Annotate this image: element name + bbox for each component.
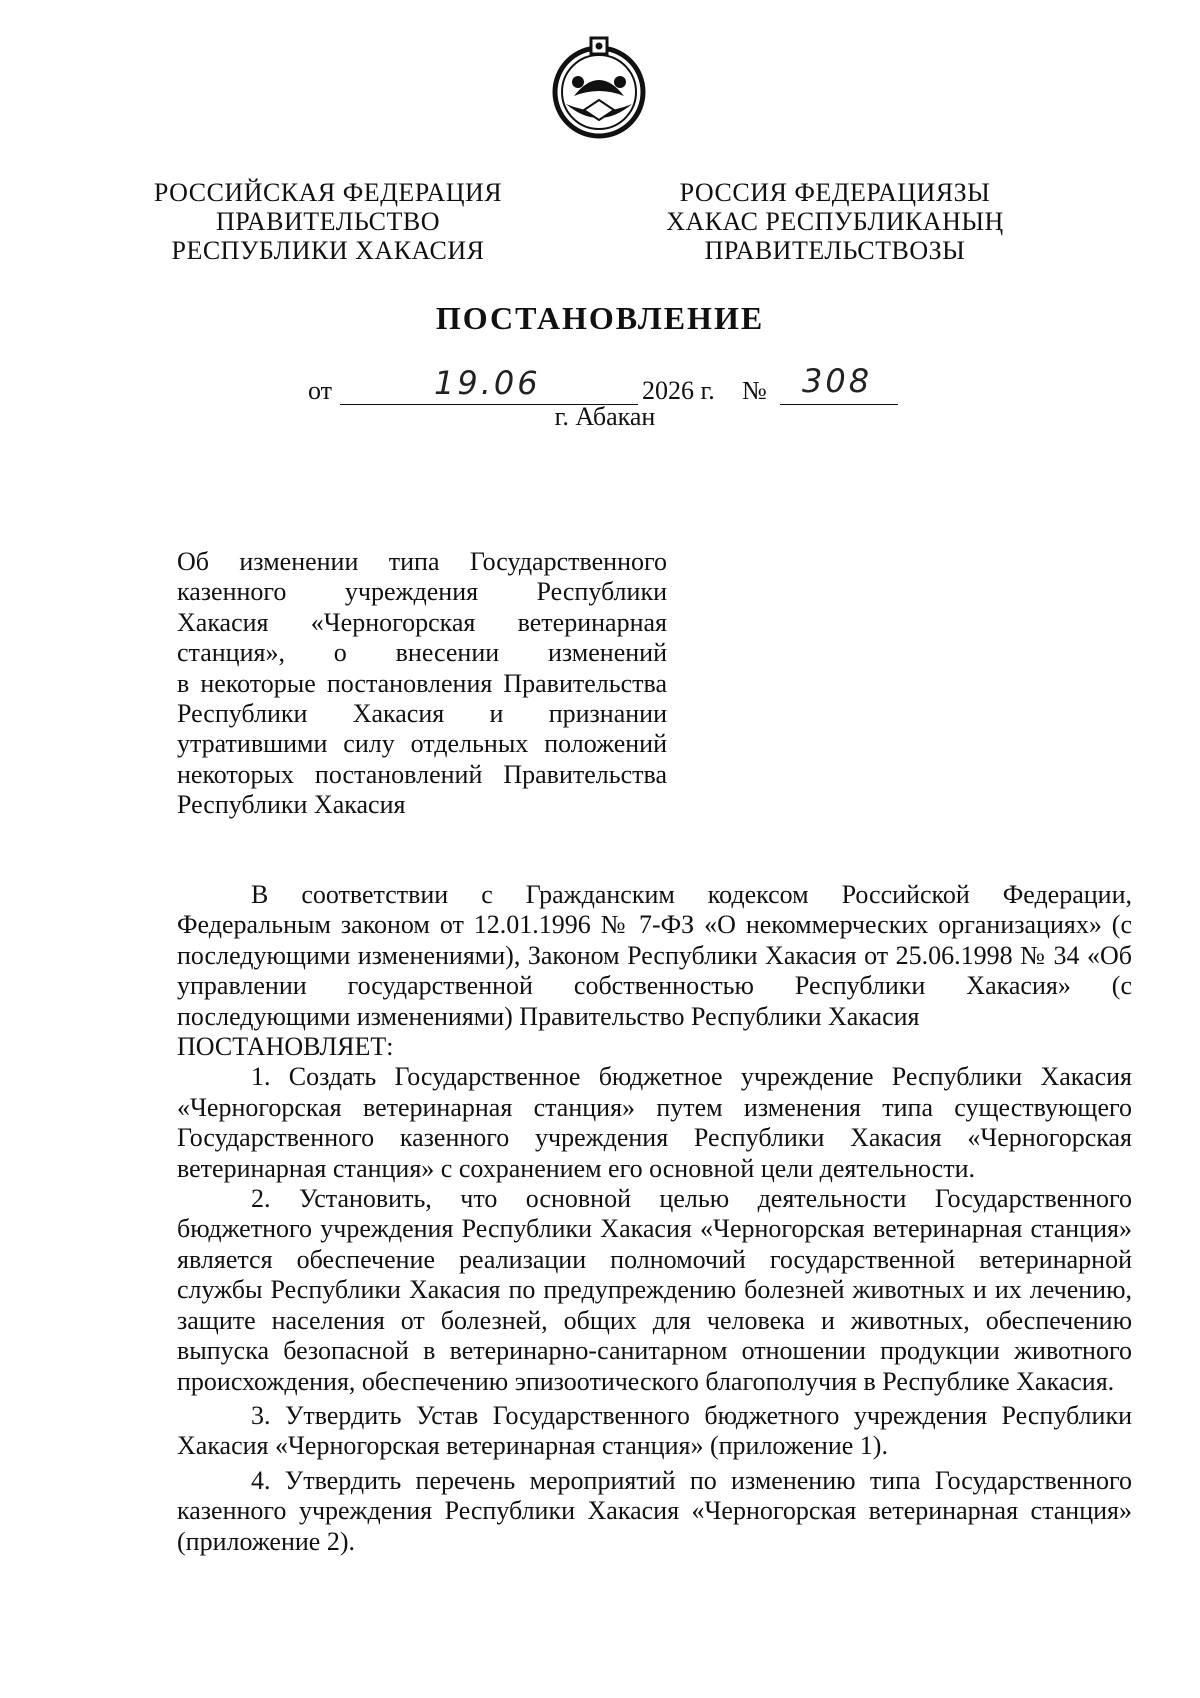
header-right-line: ПРАВИТЕЛЬСТВОЗЫ	[704, 236, 966, 265]
subject-line: в некоторые постановления Правительства	[177, 668, 667, 698]
subject-line: Республики Хакасия	[177, 790, 406, 820]
item-paragraph: 3. Утвердить Устав Государственного бюджетного учреждения Республики Хакасия «Черногорская ветеринарная станция» (приложение 1).	[177, 1400, 1132, 1461]
header-left-line: РЕСПУБЛИКИ ХАКАСИЯ	[171, 236, 485, 265]
decree-word: ПОСТАНОВЛЯЕТ:	[177, 1032, 394, 1062]
number-handwritten: 308	[802, 362, 873, 400]
header-left-block	[118, 178, 538, 265]
subject-line: станция», о внесении изменений	[177, 638, 667, 668]
subject-line: утратившими силу отдельных положений	[177, 729, 667, 759]
subject-line: некоторых постановлений Правительства	[177, 759, 667, 789]
document-body	[177, 880, 1132, 1557]
subject-line: Об изменении типа Государственного	[177, 547, 667, 576]
header-right-line: РОССИЯ ФЕДЕРАЦИЯЗЫ	[679, 178, 991, 207]
header-right-line: ХАКАС РЕСПУБЛИКАНЫҢ	[666, 207, 1004, 236]
number-sign: №	[742, 376, 767, 405]
date-handwritten: 19.06	[434, 364, 541, 402]
preamble-paragraph: В соответствии с Гражданским кодексом Российской Федерации, Федеральным законом от 12.01.1996 № 7-ФЗ «О некоммерческих организациях» (с последующими изменениями), Законом Республики Хакасия от 25.06.1998 № 34 «Об управлении государственной собственностью Республики Хакасия» (с последующими изменениями) Правительство Республики Хакасия	[177, 880, 1132, 1031]
date-prefix: от	[308, 376, 333, 405]
header-left-line: РОССИЙСКАЯ ФЕДЕРАЦИЯ	[153, 178, 503, 207]
subject-line: Республики Хакасия и признании	[177, 699, 667, 729]
item-paragraph: 1. Создать Государственное бюджетное учреждение Республики Хакасия «Черногорская ветеринарная станция» путем изменения типа существующего Государственного казенного учреждения Республики Хакасия «Черногорская ветеринарная станция» с сохранением его основной цели деятельности.	[177, 1062, 1132, 1183]
subject-block	[177, 547, 667, 821]
city-label: г. Абакан	[554, 402, 656, 431]
document-type-title: ПОСТАНОВЛЕНИЕ	[435, 300, 765, 336]
header-right-block	[625, 178, 1045, 265]
item-paragraph: 2. Установить, что основной целью деятельности Государственного бюджетного учреждения Республики Хакасия «Черногорская ветеринарная станция» является обеспечение реализации полномочий государственной ветеринарной службы Республики Хакасия по предупреждению болезней животных и их лечению, защите населения от болезней, общих для человека и животных, обеспечению выпуска безопасной в ветеринарно-санитарном отношении продукции животного происхождения, обеспечению эпизоотического благополучия в Республике Хакасия.	[177, 1184, 1132, 1396]
subject-line: казенного учреждения Республики	[177, 577, 667, 607]
subject-line: Хакасия «Черногорская ветеринарная	[177, 607, 667, 637]
item-paragraph: 4. Утвердить перечень мероприятий по изменению типа Государственного казенного учреждения Республики Хакасия «Черногорская ветеринарная станция» (приложение 2).	[177, 1465, 1132, 1556]
coat-of-arms-emblem-icon	[544, 34, 654, 144]
date-number-line	[308, 362, 908, 406]
year-label: 2026 г.	[642, 376, 715, 405]
header-left-line: ПРАВИТЕЛЬСТВО	[216, 207, 440, 236]
